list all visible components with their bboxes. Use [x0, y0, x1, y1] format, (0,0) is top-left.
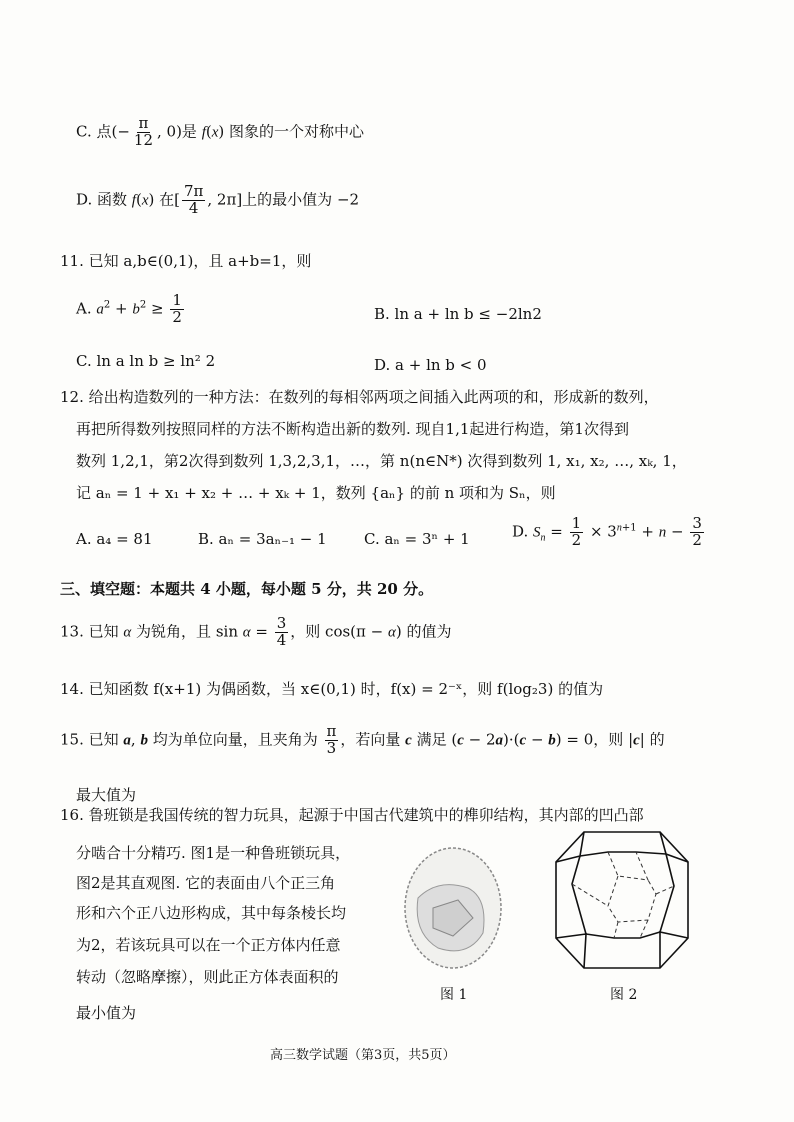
q11-stem: 11. 已知 a,b∈(0,1)，且 a+b=1，则: [60, 252, 312, 270]
q16-line4: 形和六个正八边形构成，其中每条棱长均: [76, 904, 347, 922]
q13-text: 13. 已知 α 为锐角，且 sin α = $\frac{3}{4}$ ，则 cos(π − α) 的值为: [60, 614, 452, 649]
q16-line6: 转动（忽略摩擦），则此正方体表面积的: [76, 968, 339, 986]
figure-1-caption: 图 1: [440, 987, 468, 1003]
q11-option-c: C. ln a ln b ≥ ln² 2: [76, 352, 216, 370]
q11-option-b: B. ln a + ln b ≤ −2ln2: [374, 305, 542, 323]
q10-option-c: C. 点(− $\frac{\pi}{12}$ , 0)是 f(x) 图象的一个对称中心: [76, 114, 365, 149]
q15-line1: 15. 已知 a, b 均为单位向量，且夹角为 $\frac{\pi}{3}$ ，若向量 c 满足 (c − 2a)·(c − b) = 0，则 |c| 的: [60, 722, 665, 757]
q16-line1: 16. 鲁班锁是我国传统的智力玩具，起源于中国古代建筑中的榫卯结构，其内部的凹凸部: [60, 806, 644, 824]
q12-line1: 12. 给出构造数列的一种方法：在数列的每相邻两项之间插入此两项的和，形成新的数列，: [60, 388, 659, 406]
q11-option-d: D. a + ln b < 0: [374, 356, 487, 374]
q15-line2: 最大值为: [76, 786, 137, 804]
q12-line3: 数列 1,2,1，第2次得到数列 1,3,2,3,1，…，第 n(n∈N*) 次得到数列 1, x₁, x₂, …, xₖ, 1，: [76, 452, 687, 470]
q12-line2: 再把所得数列按照同样的方法不断构造出新的数列. 现自1,1起进行构造，第1次得到: [76, 420, 629, 438]
q16-line5: 为2，若该玩具可以在一个正方体内任意: [76, 936, 341, 954]
q11-option-a: A. $a^2 + b^2$ ≥ $\frac{1}{2}$: [76, 291, 182, 326]
figure-2-caption: 图 2: [610, 987, 638, 1003]
figure-2-truncated-cube: [552, 826, 694, 976]
q12-line4: 记 aₙ = 1 + x₁ + x₂ + … + xₖ + 1，数列 {aₙ} 的前 n 项和为 Sₙ，则: [76, 484, 556, 502]
section-title: 三、填空题：本题共 4 小题，每小题 5 分，共 20 分。: [60, 580, 434, 598]
q16-line7: 最小值为: [76, 1004, 137, 1022]
q12-option-d: D. $S_n$ = $\frac{1}{2}$ × $3^{n+1} + n$ − $\frac{3}{2}$: [512, 514, 702, 549]
figure-1-luban-lock-photo: [398, 838, 508, 978]
q16-line2: 分啮合十分精巧. 图1是一种鲁班锁玩具，: [76, 844, 351, 862]
q14-text: 14. 已知函数 f(x+1) 为偶函数，当 x∈(0,1) 时，f(x) = 2⁻ˣ，则 f(log₂3) 的值为: [60, 680, 604, 698]
q12-option-c: C. aₙ = 3ⁿ + 1: [364, 530, 470, 548]
q16-line3: 图2是其直观图. 它的表面由八个正三角: [76, 874, 336, 892]
page-footer: 高三数学试题（第3页，共5页）: [270, 1048, 456, 1063]
q12-option-a: A. a₄ = 81: [76, 530, 153, 548]
q10-option-d: D. 函数 f(x) 在[ $\frac{7\pi}{4}$ , 2π]上的最小值为 −2: [76, 182, 360, 217]
q12-option-b: B. aₙ = 3aₙ₋₁ − 1: [198, 530, 327, 548]
